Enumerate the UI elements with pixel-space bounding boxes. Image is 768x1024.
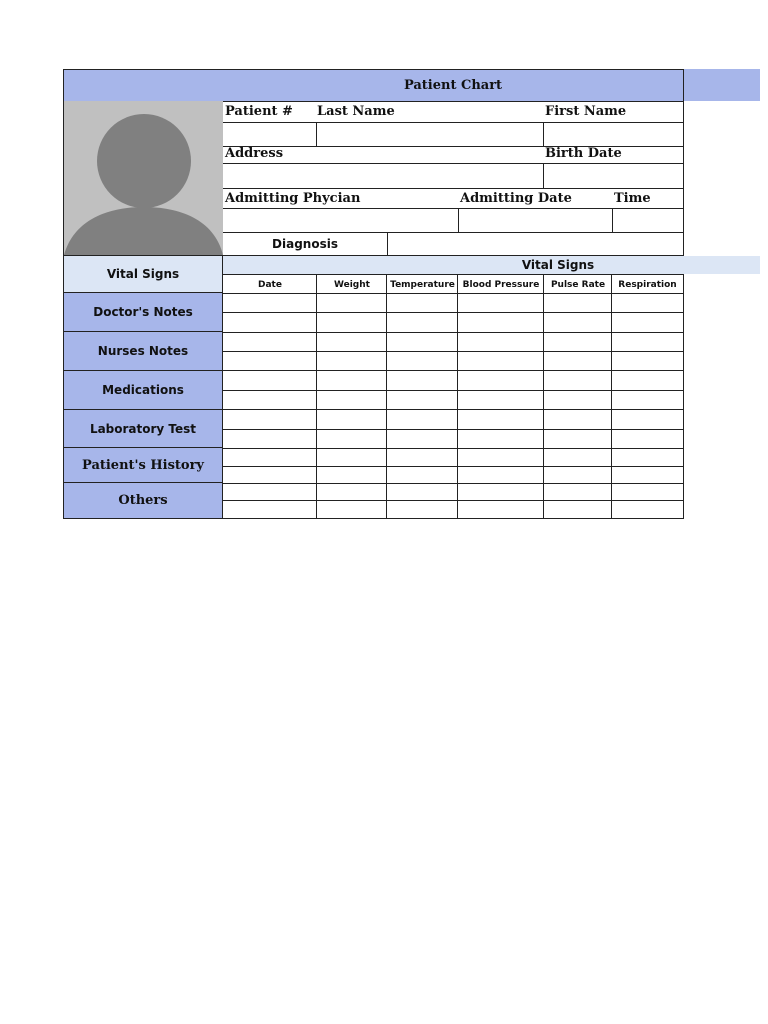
diagnosis-field[interactable] [388, 233, 683, 255]
admitting-date-label: Admitting Date [460, 191, 572, 206]
time-field[interactable] [612, 208, 683, 232]
admitting-physician-label: Admitting Phycian [225, 191, 361, 206]
patient-number-label: Patient # [225, 104, 293, 119]
sidebar-item-doctors-notes[interactable] [63, 293, 223, 332]
sidebar-item-others[interactable] [63, 483, 223, 519]
admitting-physician-field[interactable] [223, 208, 458, 232]
sidebar-item-label: Others [118, 493, 168, 508]
address-field[interactable] [223, 163, 544, 188]
sidebar-item-medications[interactable] [63, 371, 223, 410]
birth-date-field[interactable] [544, 163, 683, 188]
sidebar-item-label: Doctor's Notes [93, 305, 193, 319]
column-header-date: Date [258, 279, 282, 290]
last-name-field[interactable] [317, 122, 544, 146]
sidebar-item-vital-signs[interactable] [63, 255, 223, 293]
birth-date-label: Birth Date [545, 146, 622, 161]
patient-number-field[interactable] [223, 122, 317, 146]
person-silhouette-icon [64, 101, 223, 255]
sidebar-item-patients-history[interactable] [63, 448, 223, 483]
page-title: Patient Chart [403, 77, 503, 93]
sidebar-item-laboratory-test[interactable] [63, 410, 223, 448]
sidebar-item-nurses-notes[interactable] [63, 332, 223, 371]
sidebar-item-label: Nurses Notes [97, 344, 189, 358]
vital-signs-title: Vital Signs [521, 258, 595, 272]
column-header-respiration: Respiration [618, 279, 677, 290]
patient-photo[interactable] [64, 101, 223, 255]
sidebar-item-label: Medications [102, 383, 184, 397]
column-header-pulse-rate: Pulse Rate [550, 279, 606, 290]
last-name-label: Last Name [317, 104, 395, 119]
column-header-weight: Weight [334, 279, 370, 290]
address-label: Address [225, 146, 284, 161]
sidebar-item-label: Vital Signs [106, 267, 180, 281]
time-label: Time [614, 191, 651, 206]
column-header-temperature: Temperature [390, 279, 455, 290]
sidebar-item-label: Patient's History [82, 457, 204, 473]
vital-signs-table [223, 274, 684, 519]
admitting-date-field[interactable] [458, 208, 612, 232]
sidebar-item-label: Laboratory Test [89, 421, 197, 436]
column-header-blood-pressure: Blood Pressure [462, 279, 540, 290]
diagnosis-label: Diagnosis [272, 237, 338, 251]
first-name-label: First Name [545, 104, 627, 119]
first-name-field[interactable] [544, 122, 683, 146]
